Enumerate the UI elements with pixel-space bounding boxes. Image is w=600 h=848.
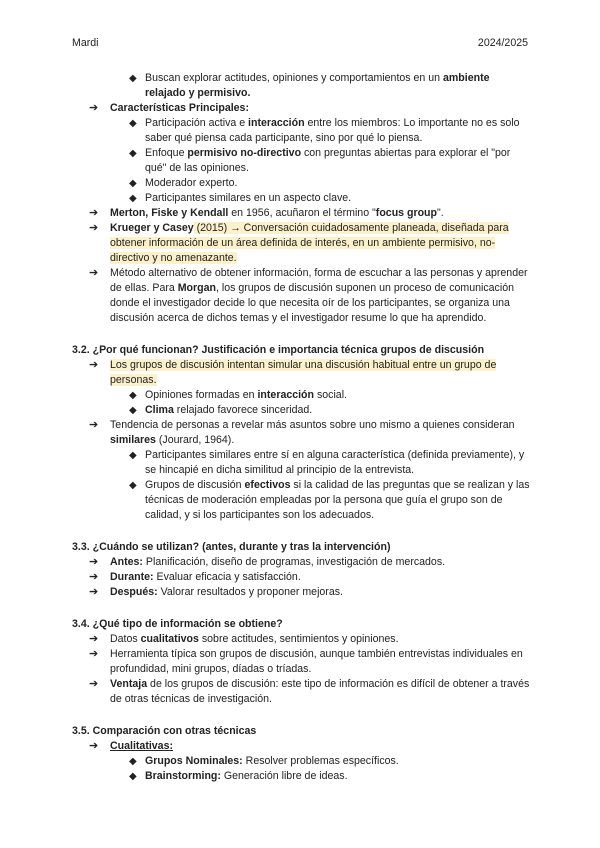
highlighted-text: (2015) → Conversación cuidadosamente planeada, diseñada para obtener información de un área definida de interés, en un ambiente permisivo, no-directivo y no amenazante. xyxy=(110,222,509,264)
arrow-right-icon: ➔ xyxy=(89,556,99,568)
arrow-item: ➔ Cualitativas: xyxy=(89,740,173,752)
diamond-bullet-icon: ◆ xyxy=(129,756,137,767)
diamond-bullet-icon: ◆ xyxy=(129,771,137,782)
bullet-item: ◆ Participación activa e interacción entre los miembros: Lo importante no es solo saber qué piensa cada participante, sino por qué lo piensa. xyxy=(129,117,520,144)
bullet-item: ◆ Grupos de discusión efectivos si la calidad de las preguntas que se realizan y las técnicas de moderación empleadas por la persona que guía el grupo son de calidad, y si los participantes son los adecuados. xyxy=(129,479,530,521)
section-heading-3-3: 3.3. ¿Cuándo se utilizan? (antes, durante y tras la intervención) xyxy=(72,541,391,553)
bullet-item: ◆ Enfoque permisivo no-directivo con preguntas abiertas para explorar el "por qué" de las opiniones. xyxy=(129,147,511,174)
bullet-item: ◆ Opiniones formadas en interacción social. xyxy=(129,389,347,401)
section-heading-3-5: 3.5. Comparación con otras técnicas xyxy=(72,725,257,737)
bullet-item: ◆ Grupos Nominales: Resolver problemas específicos. xyxy=(129,755,399,767)
diamond-bullet-icon: ◆ xyxy=(129,405,137,416)
section-heading-3-2: 3.2. ¿Por qué funcionan? Justificación e importancia técnica grupos de discusión xyxy=(72,344,485,356)
arrow-item: ➔ Datos cualitativos sobre actitudes, sentimientos y opiniones. xyxy=(89,633,399,645)
arrow-right-icon: ➔ xyxy=(89,359,99,371)
bullet-item: ◆ Buscan explorar actitudes, opiniones y comportamientos en un ambiente relajado y permisivo. xyxy=(129,72,490,99)
arrow-right-icon: ➔ xyxy=(89,267,99,279)
arrow-item: ➔ Krueger y Casey (2015) → Conversación cuidadosamente planeada, diseñada para obtener información de un área definida de interés, en un ambiente permisivo, no-directivo y no amenazante. xyxy=(89,222,509,264)
arrow-item: ➔ Tendencia de personas a revelar más asuntos sobre uno mismo a quienes consideran similares (Jourard, 1964). xyxy=(89,419,515,446)
arrow-right-icon: ➔ xyxy=(89,586,99,598)
page-header xyxy=(72,36,528,50)
header-left: Mardi xyxy=(72,37,99,49)
arrow-item: ➔ Ventaja de los grupos de discusión: este tipo de información es difícil de obtener a través de otras técnicas de investigación. xyxy=(89,678,530,705)
arrow-item: ➔ Durante: Evaluar eficacia y satisfacción. xyxy=(89,571,301,583)
arrow-right-icon: ➔ xyxy=(89,419,99,431)
section-heading-3-4: 3.4. ¿Qué tipo de información se obtiene? xyxy=(72,618,283,630)
arrow-item: ➔ Merton, Fiske y Kendall en 1956, acuñaron el término "focus group". xyxy=(89,207,444,219)
arrow-right-icon: ➔ xyxy=(89,222,99,234)
diamond-bullet-icon: ◆ xyxy=(129,178,137,189)
document-body xyxy=(72,71,532,784)
arrow-item xyxy=(72,358,532,388)
header-right: 2024/2025 xyxy=(477,37,528,49)
bullet-item: ◆ Moderador experto. xyxy=(129,177,238,189)
arrow-right-icon: ➔ xyxy=(89,207,99,219)
arrow-right-icon: ➔ xyxy=(89,633,99,645)
diamond-bullet-icon: ◆ xyxy=(129,390,137,401)
arrow-item: ➔ Después: Valorar resultados y proponer mejoras. xyxy=(89,586,343,598)
arrow-right-icon: ➔ xyxy=(89,740,99,752)
arrow-right-icon: ➔ xyxy=(89,678,99,690)
highlighted-text: Los grupos de discusión intentan simular una discusión habitual entre un grupo de personas. xyxy=(110,359,497,386)
bullet-item: ◆ Brainstorming: Generación libre de ideas. xyxy=(129,770,348,782)
arrow-right-icon: ➔ xyxy=(89,571,99,583)
bullet-item: ◆ Clima relajado favorece sinceridad. xyxy=(129,404,313,416)
arrow-right-icon: ➔ xyxy=(89,648,99,660)
arrow-item: ➔ Herramienta típica son grupos de discusión, aunque también entrevistas individuales en profundidad, mini grupos, díadas o tríadas. xyxy=(89,648,523,675)
diamond-bullet-icon: ◆ xyxy=(129,480,137,491)
diamond-bullet-icon: ◆ xyxy=(129,450,137,461)
diamond-bullet-icon: ◆ xyxy=(129,193,137,204)
arrow-item: ➔ Método alternativo de obtener información, forma de escuchar a las personas y aprender de ellas. Para Morgan, los grupos de discusión suponen un proceso de comunicación donde el investigador decide lo que necesita oír de los participantes, se organiza una discusión acerca de dichos temas y el investigador resume lo que ha aprendido. xyxy=(89,267,528,324)
arrow-item: ➔ Antes: Planificación, diseño de programas, investigación de mercados. xyxy=(89,556,446,568)
arrow-right-icon: ➔ xyxy=(89,102,99,114)
arrow-item: ➔ Características Principales: xyxy=(89,102,249,114)
diamond-bullet-icon: ◆ xyxy=(129,118,137,129)
diamond-bullet-icon: ◆ xyxy=(129,148,137,159)
diamond-bullet-icon: ◆ xyxy=(129,73,137,84)
bullet-item: ◆ Participantes similares entre sí en alguna característica (definida previamente), y se hincapié en dicha similitud al principio de la entrevista. xyxy=(129,449,525,476)
bullet-item: ◆ Participantes similares en un aspecto clave. xyxy=(129,192,352,204)
